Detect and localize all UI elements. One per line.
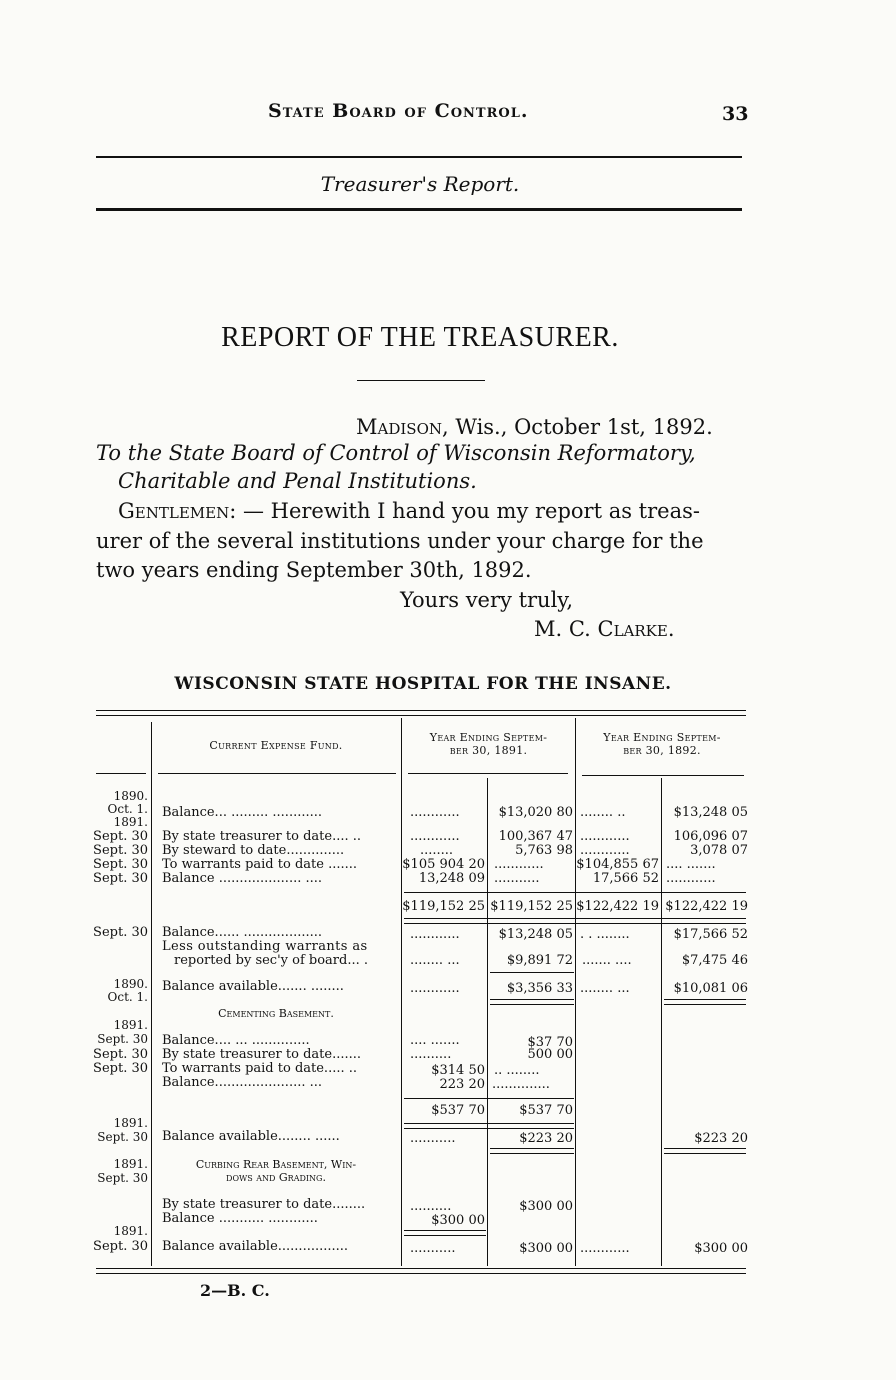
sum-rule xyxy=(404,892,746,893)
row-a1: 13,248 09 xyxy=(418,871,485,886)
row-b2: ............ xyxy=(666,871,716,886)
row-b1: $3,356 33 xyxy=(506,981,573,996)
row-a1: ........... xyxy=(410,1241,456,1256)
page-number: 33 xyxy=(722,103,749,125)
row-a1: $300 00 xyxy=(431,1213,485,1228)
sum-rule xyxy=(490,972,574,973)
row-a1: .......... xyxy=(410,1047,452,1062)
row-b2: $223 20 xyxy=(694,1131,748,1146)
row-label: By state treasurer to date........ xyxy=(162,1197,366,1212)
col-divider-years xyxy=(575,718,576,1266)
letter-body-line-3: two years ending September 30th, 1892. xyxy=(96,558,532,582)
section-curbing-rear-basement: Curbing Rear Basement, Win- dows and Grading. xyxy=(195,1158,357,1184)
dateline-rest: , Wis., October 1st, 1892. xyxy=(442,415,713,439)
row-a2: ........ .. xyxy=(580,805,626,820)
total-double-rule xyxy=(404,1123,574,1129)
sum-rule xyxy=(404,1098,574,1099)
row-b2: $17,566 52 xyxy=(673,927,748,942)
signature: M. C. Clarke. xyxy=(534,617,675,641)
row-b2: $13,248 05 xyxy=(673,805,748,820)
subheader-rule xyxy=(96,208,742,211)
row-a2: 17,566 52 xyxy=(592,871,659,886)
row-a1: $314 50 xyxy=(431,1063,485,1078)
col-header-1892-a: Year Ending Septem- xyxy=(603,731,721,744)
dateline-place: Madison xyxy=(356,415,442,439)
addressee-line-1: To the State Board of Control of Wisconsin Reformatory, xyxy=(96,441,696,465)
header-underline xyxy=(96,773,146,774)
row-date: 1890. Oct. 1. xyxy=(107,977,148,1004)
row-b1: 5,763 98 xyxy=(515,843,573,858)
row-b1: .. ........ xyxy=(494,1063,540,1078)
row-a1: .......... xyxy=(410,1199,452,1214)
row-date: Sept. 30 xyxy=(93,829,148,844)
row-b1: 500 00 xyxy=(527,1047,573,1062)
row-date: Sept. 30 xyxy=(93,1061,148,1076)
row-label: reported by sec'y of board... . xyxy=(174,953,369,968)
row-a1: ........... xyxy=(410,1131,456,1146)
row-label: Balance...................... ... xyxy=(162,1075,322,1090)
row-label: Balance...... ................... xyxy=(162,925,322,940)
row-label: Balance available................. xyxy=(162,1239,349,1254)
row-date: Sept. 30 xyxy=(93,1047,148,1062)
row-label: By steward to date.............. xyxy=(162,843,345,858)
row-a2: ....... .... xyxy=(582,953,632,968)
col-header-1892-b: ber 30, 1892. xyxy=(623,744,701,757)
salutation: Gentlemen: xyxy=(118,499,237,523)
header-rule xyxy=(96,156,742,158)
col-divider-date xyxy=(151,722,152,1266)
row-label: Less outstanding warrants as xyxy=(162,939,368,954)
row-b2: 106,096 07 xyxy=(673,829,748,844)
row-a2: . . ........ xyxy=(580,927,630,942)
balance-double-rule xyxy=(490,999,574,1005)
row-date: 1891. Sept. 30 xyxy=(97,1157,148,1185)
row-a2: ............ xyxy=(580,843,630,858)
col-header-1891-b: ber 30, 1891. xyxy=(449,744,528,757)
row-b1: $13,248 05 xyxy=(498,927,573,942)
addressee-line-2: Charitable and Penal Institutions. xyxy=(118,469,477,493)
row-a1: 223 20 xyxy=(439,1077,485,1092)
row-b2: $122,422 19 xyxy=(665,899,748,914)
row-a1: ........ ... xyxy=(410,953,460,968)
row-a1: ............ xyxy=(410,981,460,996)
row-date: Sept. 30 xyxy=(93,1239,148,1254)
row-label: By state treasurer to date....... xyxy=(162,1047,362,1062)
section-cementing-basement: Cementing Basement. xyxy=(218,1007,334,1020)
row-b2: .... ....... xyxy=(666,857,716,872)
row-b2: 3,078 07 xyxy=(690,843,748,858)
row-b1: $537 70 xyxy=(519,1103,573,1118)
balance-double-rule xyxy=(664,999,746,1005)
row-label: By state treasurer to date.... .. xyxy=(162,829,362,844)
total-double-rule xyxy=(404,918,746,924)
row-date: Sept. 30 xyxy=(93,843,148,858)
row-a1: $105 904 20 xyxy=(402,857,485,872)
row-a1: ............ xyxy=(410,829,460,844)
row-label: Balance available....... ........ xyxy=(162,979,344,994)
row-b1: 100,367 47 xyxy=(498,829,573,844)
row-date: Sept. 30 xyxy=(93,871,148,886)
col-header-fund: Current Expense Fund. xyxy=(209,739,343,752)
row-a1: $537 70 xyxy=(431,1103,485,1118)
table-bottom-rule xyxy=(96,1268,746,1274)
row-b1: $37 70 xyxy=(527,1035,573,1050)
row-b2: $300 00 xyxy=(694,1241,748,1256)
col-divider-fund xyxy=(401,718,402,1266)
row-a2: $104,855 67 xyxy=(576,857,659,872)
letter-body-1: — Herewith I hand you my report as treas- xyxy=(236,499,700,523)
row-label: Balance... ......... ............ xyxy=(162,805,322,820)
balance-double-rule xyxy=(490,1148,574,1154)
footer-signature-mark: 2—B. C. xyxy=(200,1281,270,1300)
col-header-1891-a: Year Ending Septem- xyxy=(429,731,548,744)
letter-body-line-1 xyxy=(118,496,700,526)
row-label: Balance.... ... .............. xyxy=(162,1033,310,1048)
row-b1: ............ xyxy=(494,857,544,872)
row-b1: $13,020 80 xyxy=(498,805,573,820)
row-b1: $223 20 xyxy=(519,1131,573,1146)
row-label: To warrants paid to date ....... xyxy=(162,857,357,872)
row-a2: ............ xyxy=(580,829,630,844)
row-b1: ........... xyxy=(494,871,540,886)
row-a1: $119,152 25 xyxy=(402,899,485,914)
section-subheader: Treasurer's Report. xyxy=(320,172,520,196)
header-underline xyxy=(582,775,744,776)
row-b2: $10,081 06 xyxy=(673,981,748,996)
row-label: To warrants paid to date..... .. xyxy=(162,1061,357,1076)
row-a2: ............ xyxy=(580,1241,630,1256)
row-date: Sept. 30 xyxy=(93,925,148,940)
row-label: Balance .................... .... xyxy=(162,871,322,886)
header-underline xyxy=(408,773,568,774)
row-label: Balance ........... ............ xyxy=(162,1211,318,1226)
row-date: Sept. 30 xyxy=(93,857,148,872)
row-a2: $122,422 19 xyxy=(576,899,659,914)
row-date: 1890. Oct. 1. 1891. xyxy=(107,789,148,829)
row-a1: ........ xyxy=(420,843,454,858)
row-label: Balance available........ ...... xyxy=(162,1129,340,1144)
letter-body-line-2: urer of the several institutions under your charge for the xyxy=(96,529,704,553)
row-date: 1891. Sept. 30 xyxy=(97,1018,148,1046)
report-title: REPORT OF THE TREASURER. xyxy=(221,322,619,353)
row-b1: $300 00 xyxy=(519,1199,573,1214)
balance-double-rule xyxy=(664,1148,746,1154)
row-b1: $119,152 25 xyxy=(490,899,573,914)
row-a1: .... ....... xyxy=(410,1033,460,1048)
col-divider-1891-mid xyxy=(487,778,488,1266)
running-header-title: State Board of Control. xyxy=(268,100,529,122)
table-title: WISCONSIN STATE HOSPITAL FOR THE INSANE. xyxy=(174,674,672,694)
title-short-rule xyxy=(357,380,485,381)
row-b1: $300 00 xyxy=(519,1241,573,1256)
row-b1: $9,891 72 xyxy=(506,953,573,968)
row-date: 1891. Sept. 30 xyxy=(97,1116,148,1144)
row-a1: ............ xyxy=(410,927,460,942)
col-divider-1892-mid xyxy=(661,778,662,1266)
row-b2: $7,475 46 xyxy=(681,953,748,968)
row-a2: ........ ... xyxy=(580,981,630,996)
table-top-rule xyxy=(96,710,746,716)
row-a1: ............ xyxy=(410,805,460,820)
total-double-rule xyxy=(404,1230,486,1236)
closing: Yours very truly, xyxy=(400,588,574,612)
row-b1: .............. xyxy=(492,1077,550,1092)
header-underline xyxy=(158,773,396,774)
row-date: 1891. xyxy=(113,1224,148,1238)
